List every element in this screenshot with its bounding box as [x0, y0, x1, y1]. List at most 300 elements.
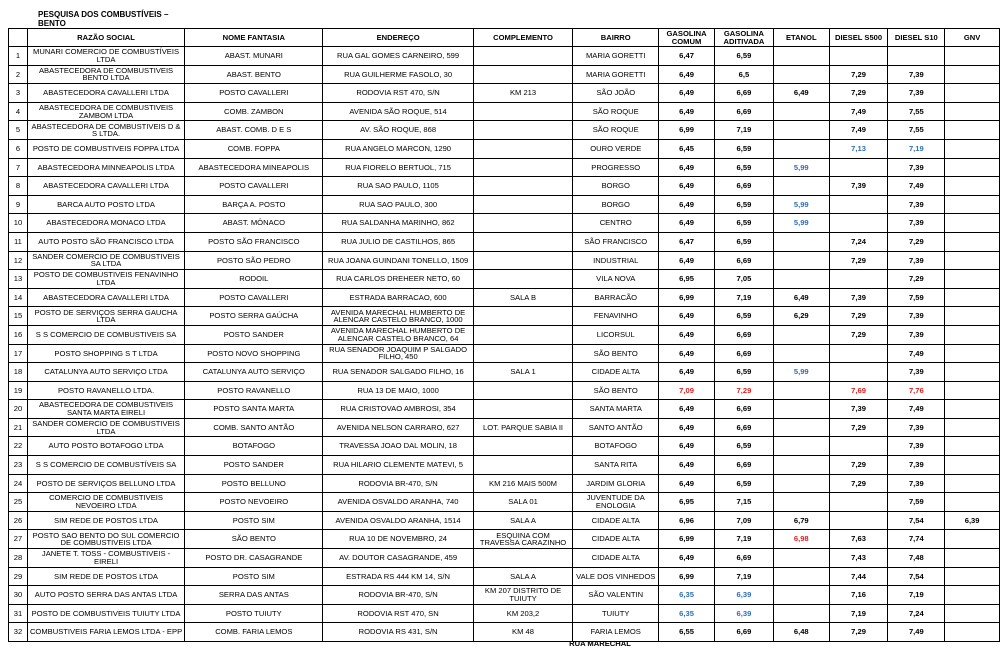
table-row: [9, 530, 1000, 549]
endereco-cell: RUA 10 DE NOVEMBRO, 24: [323, 530, 473, 549]
row-number-cell: 29: [9, 567, 28, 586]
gasolina-comum-cell: 6,49: [659, 549, 715, 568]
nome-fantasia-cell: COMB. SANTO ANTÃO: [185, 418, 323, 437]
endereco-cell: RUA GAL GOMES CARNEIRO, 599: [323, 47, 473, 66]
gasolina-comum-cell: 6,55: [659, 623, 715, 642]
diesel-s10-cell: 7,74: [888, 530, 945, 549]
etanol-cell: [773, 232, 829, 251]
header-cell: BAIRRO: [573, 29, 659, 47]
gasolina-comum-cell: 6,49: [659, 102, 715, 121]
table-row: [9, 623, 1000, 642]
gnv-cell: [945, 549, 1000, 568]
row-number-cell: 8: [9, 177, 28, 196]
row-number-cell: 32: [9, 623, 28, 642]
row-number-cell: 18: [9, 363, 28, 382]
gasolina-aditivada-cell: 7,19: [714, 288, 773, 307]
bairro-cell: SÃO ROQUE: [573, 102, 659, 121]
table-row: [9, 307, 1000, 326]
complemento-cell: [473, 400, 573, 419]
nome-fantasia-cell: ABASTECEDORA MINEAPOLIS: [185, 158, 323, 177]
complemento-cell: [473, 307, 573, 326]
bairro-cell: SÃO BENTO: [573, 344, 659, 363]
gnv-cell: [945, 493, 1000, 512]
gasolina-comum-cell: 6,49: [659, 251, 715, 270]
bairro-cell: MARIA GORETTI: [573, 47, 659, 66]
gnv-cell: [945, 623, 1000, 642]
nome-fantasia-cell: POSTO RAVANELLO: [185, 381, 323, 400]
gnv-cell: [945, 47, 1000, 66]
diesel-s500-cell: [829, 158, 888, 177]
diesel-s500-cell: 7,19: [829, 604, 888, 623]
diesel-s10-cell: 7,39: [888, 325, 945, 344]
etanol-cell: [773, 47, 829, 66]
row-number-cell: 1: [9, 47, 28, 66]
diesel-s10-cell: 7,55: [888, 102, 945, 121]
nome-fantasia-cell: POSTO NOVO SHOPPING: [185, 344, 323, 363]
etanol-cell: [773, 325, 829, 344]
row-number-cell: 3: [9, 84, 28, 103]
row-number-cell: 28: [9, 549, 28, 568]
row-number-cell: 12: [9, 251, 28, 270]
etanol-cell: 6,79: [773, 511, 829, 530]
diesel-s10-cell: 7,48: [888, 549, 945, 568]
gasolina-comum-cell: 6,49: [659, 456, 715, 475]
complemento-cell: KM 203,2: [473, 604, 573, 623]
row-number-cell: 23: [9, 456, 28, 475]
diesel-s10-cell: 7,39: [888, 195, 945, 214]
bairro-cell: SÃO FRANCISCO: [573, 232, 659, 251]
diesel-s10-cell: 7,19: [888, 139, 945, 158]
row-number-cell: 25: [9, 493, 28, 512]
row-number-cell: 11: [9, 232, 28, 251]
complemento-cell: [473, 456, 573, 475]
diesel-s500-cell: 7,29: [829, 84, 888, 103]
gasolina-aditivada-cell: 6,59: [714, 232, 773, 251]
etanol-cell: 6,98: [773, 530, 829, 549]
gasolina-aditivada-cell: 7,19: [714, 121, 773, 140]
gnv-cell: [945, 418, 1000, 437]
bairro-cell: FENAVINHO: [573, 307, 659, 326]
diesel-s10-cell: 7,29: [888, 270, 945, 289]
endereco-cell: AV. DOUTOR CASAGRANDE, 459: [323, 549, 473, 568]
endereco-cell: TRAVESSA JOAO DAL MOLIN, 18: [323, 437, 473, 456]
endereco-cell: AV. SÃO ROQUE, 868: [323, 121, 473, 140]
diesel-s500-cell: [829, 493, 888, 512]
gasolina-aditivada-cell: 6,69: [714, 251, 773, 270]
table-row: [9, 511, 1000, 530]
nome-fantasia-cell: CATALUNYA AUTO SERVIÇO: [185, 363, 323, 382]
table-row: [9, 232, 1000, 251]
diesel-s500-cell: 7,39: [829, 288, 888, 307]
bairro-cell: FARIA LEMOS: [573, 623, 659, 642]
table-row: [9, 400, 1000, 419]
header-cell: ENDEREÇO: [323, 29, 473, 47]
gasolina-comum-cell: 6,96: [659, 511, 715, 530]
gasolina-comum-cell: 6,49: [659, 195, 715, 214]
diesel-s10-cell: 7,39: [888, 214, 945, 233]
etanol-cell: 6,49: [773, 84, 829, 103]
etanol-cell: [773, 121, 829, 140]
gnv-cell: [945, 437, 1000, 456]
nome-fantasia-cell: POSTO SIM: [185, 567, 323, 586]
complemento-cell: KM 207 DISTRITO DE TUIUTY: [473, 586, 573, 605]
bairro-cell: SÃO BENTO: [573, 381, 659, 400]
bairro-cell: VILA NOVA: [573, 270, 659, 289]
gasolina-aditivada-cell: 6,69: [714, 623, 773, 642]
bairro-cell: BORGO: [573, 195, 659, 214]
diesel-s500-cell: [829, 511, 888, 530]
table-row: [9, 325, 1000, 344]
gasolina-aditivada-cell: 6,69: [714, 177, 773, 196]
bairro-cell: BORGO: [573, 177, 659, 196]
row-number-cell: 13: [9, 270, 28, 289]
gasolina-comum-cell: 6,49: [659, 65, 715, 84]
bairro-cell: INDUSTRIAL: [573, 251, 659, 270]
table-row: [9, 102, 1000, 121]
etanol-cell: [773, 139, 829, 158]
etanol-cell: [773, 604, 829, 623]
row-number-cell: 10: [9, 214, 28, 233]
diesel-s500-cell: 7,39: [829, 400, 888, 419]
diesel-s10-cell: 7,59: [888, 493, 945, 512]
endereco-cell: RUA SAO PAULO, 1105: [323, 177, 473, 196]
diesel-s500-cell: [829, 270, 888, 289]
document-title: PESQUISA DOS COMBUSTÍVEIS – BENTO: [38, 10, 169, 28]
complemento-cell: [473, 251, 573, 270]
nome-fantasia-cell: ABAST. MUNARI: [185, 47, 323, 66]
table-row: [9, 363, 1000, 382]
diesel-s10-cell: 7,49: [888, 344, 945, 363]
nome-fantasia-cell: POSTO SANDER: [185, 456, 323, 475]
diesel-s500-cell: 7,49: [829, 121, 888, 140]
endereco-cell: RODOVIA BR-470, S/N: [323, 586, 473, 605]
diesel-s500-cell: 7,29: [829, 456, 888, 475]
etanol-cell: [773, 381, 829, 400]
diesel-s10-cell: 7,59: [888, 288, 945, 307]
razao-social-cell: AUTO POSTO BOTAFOGO LTDA: [27, 437, 184, 456]
complemento-cell: [473, 65, 573, 84]
diesel-s500-cell: [829, 437, 888, 456]
gasolina-comum-cell: 6,35: [659, 604, 715, 623]
diesel-s10-cell: 7,39: [888, 251, 945, 270]
gasolina-comum-cell: 6,99: [659, 288, 715, 307]
bairro-cell: SANTO ANTÃO: [573, 418, 659, 437]
etanol-cell: 6,49: [773, 288, 829, 307]
etanol-cell: [773, 177, 829, 196]
gasolina-aditivada-cell: 7,19: [714, 567, 773, 586]
gasolina-aditivada-cell: 6,59: [714, 158, 773, 177]
row-number-cell: 27: [9, 530, 28, 549]
complemento-cell: [473, 344, 573, 363]
diesel-s500-cell: [829, 47, 888, 66]
razao-social-cell: AUTO POSTO SÃO FRANCISCO LTDA: [27, 232, 184, 251]
diesel-s500-cell: 7,63: [829, 530, 888, 549]
endereco-cell: AVENIDA OSVALDO ARANHA, 740: [323, 493, 473, 512]
bairro-cell: CIDADE ALTA: [573, 530, 659, 549]
header-cell: GASOLINA COMUM: [659, 29, 715, 47]
razao-social-cell: COMBUSTIVEIS FARIA LEMOS LTDA - EPP: [27, 623, 184, 642]
header-cell: [9, 29, 28, 47]
complemento-cell: [473, 437, 573, 456]
diesel-s500-cell: [829, 363, 888, 382]
bairro-cell: SÃO VALENTIN: [573, 586, 659, 605]
etanol-cell: [773, 270, 829, 289]
razao-social-cell: SANDER COMERCIO DE COMBUSTIVEIS SA LTDA: [27, 251, 184, 270]
row-number-cell: 31: [9, 604, 28, 623]
diesel-s500-cell: 7,43: [829, 549, 888, 568]
row-number-cell: 7: [9, 158, 28, 177]
endereco-cell: ESTRADA BARRACAO, 600: [323, 288, 473, 307]
table-row: [9, 586, 1000, 605]
nome-fantasia-cell: POSTO CAVALLERI: [185, 84, 323, 103]
gasolina-aditivada-cell: 6,59: [714, 363, 773, 382]
nome-fantasia-cell: POSTO CAVALLERI: [185, 288, 323, 307]
nome-fantasia-cell: ABAST. MÔNACO: [185, 214, 323, 233]
table-row: [9, 65, 1000, 84]
table-row: [9, 474, 1000, 493]
endereco-cell: AVENIDA MARECHAL HUMBERTO DE ALENCAR CASTELO BRANCO, 64: [323, 325, 473, 344]
gnv-cell: [945, 270, 1000, 289]
header-cell: DIESEL S10: [888, 29, 945, 47]
bairro-cell: LICORSUL: [573, 325, 659, 344]
diesel-s10-cell: 7,39: [888, 363, 945, 382]
gasolina-comum-cell: 6,49: [659, 418, 715, 437]
diesel-s10-cell: 7,54: [888, 567, 945, 586]
gnv-cell: [945, 456, 1000, 475]
razao-social-cell: CATALUNYA AUTO SERVIÇO LTDA: [27, 363, 184, 382]
table-row: [9, 158, 1000, 177]
bairro-cell: CIDADE ALTA: [573, 511, 659, 530]
diesel-s500-cell: 7,69: [829, 381, 888, 400]
gnv-cell: [945, 344, 1000, 363]
partial-next-row: RUA MARECHAL: [569, 639, 631, 648]
row-number-cell: 19: [9, 381, 28, 400]
bairro-cell: MARIA GORETTI: [573, 65, 659, 84]
gasolina-comum-cell: 6,49: [659, 158, 715, 177]
gasolina-comum-cell: 6,45: [659, 139, 715, 158]
diesel-s10-cell: 7,39: [888, 456, 945, 475]
row-number-cell: 5: [9, 121, 28, 140]
diesel-s10-cell: 7,39: [888, 418, 945, 437]
row-number-cell: 14: [9, 288, 28, 307]
gnv-cell: 6,39: [945, 511, 1000, 530]
header-cell: NOME FANTASIA: [185, 29, 323, 47]
complemento-cell: [473, 214, 573, 233]
nome-fantasia-cell: ABAST. BENTO: [185, 65, 323, 84]
endereco-cell: RUA 13 DE MAIO, 1000: [323, 381, 473, 400]
diesel-s500-cell: 7,39: [829, 177, 888, 196]
gasolina-aditivada-cell: 6,59: [714, 214, 773, 233]
complemento-cell: [473, 102, 573, 121]
etanol-cell: [773, 567, 829, 586]
diesel-s500-cell: 7,29: [829, 623, 888, 642]
diesel-s10-cell: 7,54: [888, 511, 945, 530]
diesel-s500-cell: 7,29: [829, 65, 888, 84]
bairro-cell: SANTA MARTA: [573, 400, 659, 419]
complemento-cell: SALA A: [473, 511, 573, 530]
gasolina-aditivada-cell: 6,5: [714, 65, 773, 84]
etanol-cell: [773, 418, 829, 437]
table-row: [9, 493, 1000, 512]
gasolina-aditivada-cell: 6,69: [714, 549, 773, 568]
endereco-cell: ESTRADA RS 444 KM 14, S/N: [323, 567, 473, 586]
table-row: [9, 604, 1000, 623]
bairro-cell: TUIUTY: [573, 604, 659, 623]
gasolina-aditivada-cell: 7,29: [714, 381, 773, 400]
endereco-cell: AVENIDA NELSON CARRARO, 627: [323, 418, 473, 437]
nome-fantasia-cell: POSTO SÃO FRANCISCO: [185, 232, 323, 251]
endereco-cell: RUA SALDANHA MARINHO, 862: [323, 214, 473, 233]
complemento-cell: KM 213: [473, 84, 573, 103]
bairro-cell: CENTRO: [573, 214, 659, 233]
gasolina-comum-cell: 6,49: [659, 214, 715, 233]
diesel-s500-cell: [829, 214, 888, 233]
etanol-cell: [773, 344, 829, 363]
row-number-cell: 26: [9, 511, 28, 530]
endereco-cell: RUA GUILHERME FASOLO, 30: [323, 65, 473, 84]
endereco-cell: RUA FIORELO BERTUOL, 715: [323, 158, 473, 177]
gnv-cell: [945, 121, 1000, 140]
endereco-cell: RODOVIA BR-470, S/N: [323, 474, 473, 493]
diesel-s10-cell: 7,39: [888, 437, 945, 456]
razao-social-cell: JANETE T. TOSS - COMBUSTIVEIS - EIRELI: [27, 549, 184, 568]
bairro-cell: BOTAFOGO: [573, 437, 659, 456]
endereco-cell: RUA CARLOS DREHEER NETO, 60: [323, 270, 473, 289]
gasolina-comum-cell: 6,95: [659, 270, 715, 289]
diesel-s10-cell: 7,49: [888, 177, 945, 196]
gasolina-aditivada-cell: 7,15: [714, 493, 773, 512]
diesel-s500-cell: 7,29: [829, 325, 888, 344]
table-row: [9, 288, 1000, 307]
nome-fantasia-cell: COMB. FARIA LEMOS: [185, 623, 323, 642]
table-row: [9, 567, 1000, 586]
nome-fantasia-cell: POSTO SÃO PEDRO: [185, 251, 323, 270]
complemento-cell: [473, 177, 573, 196]
gnv-cell: [945, 65, 1000, 84]
endereco-cell: RUA JULIO DE CASTILHOS, 865: [323, 232, 473, 251]
gasolina-aditivada-cell: 6,69: [714, 84, 773, 103]
etanol-cell: 5,99: [773, 158, 829, 177]
endereco-cell: RODOVIA RST 470, SN: [323, 604, 473, 623]
razao-social-cell: ABASTECEDORA CAVALLERI LTDA: [27, 177, 184, 196]
complemento-cell: [473, 232, 573, 251]
razao-social-cell: POSTO RAVANELLO LTDA.: [27, 381, 184, 400]
complemento-cell: [473, 195, 573, 214]
nome-fantasia-cell: POSTO DR. CASAGRANDE: [185, 549, 323, 568]
complemento-cell: [473, 381, 573, 400]
nome-fantasia-cell: POSTO SANTA MARTA: [185, 400, 323, 419]
razao-social-cell: POSTO DE COMBUSTIVEIS FOPPA LTDA: [27, 139, 184, 158]
gnv-cell: [945, 567, 1000, 586]
nome-fantasia-cell: SERRA DAS ANTAS: [185, 586, 323, 605]
nome-fantasia-cell: COMB. FOPPA: [185, 139, 323, 158]
gnv-cell: [945, 530, 1000, 549]
diesel-s10-cell: 7,29: [888, 232, 945, 251]
diesel-s500-cell: 7,29: [829, 418, 888, 437]
etanol-cell: 6,48: [773, 623, 829, 642]
gnv-cell: [945, 177, 1000, 196]
table-row: [9, 381, 1000, 400]
gasolina-aditivada-cell: 6,69: [714, 325, 773, 344]
etanol-cell: [773, 586, 829, 605]
diesel-s10-cell: 7,39: [888, 307, 945, 326]
bairro-cell: JUVENTUDE DA ENOLOGIA: [573, 493, 659, 512]
razao-social-cell: S S COMERCIO DE COMBUSTIVEIS SA: [27, 325, 184, 344]
table-body: [9, 47, 1000, 642]
gnv-cell: [945, 363, 1000, 382]
razao-social-cell: ABASTECEDORA DE COMBUSTIVEIS D & S LTDA.: [27, 121, 184, 140]
bairro-cell: JARDIM GLORIA: [573, 474, 659, 493]
bairro-cell: SANTA RITA: [573, 456, 659, 475]
table-row: [9, 84, 1000, 103]
gasolina-aditivada-cell: 6,39: [714, 604, 773, 623]
razao-social-cell: POSTO DE COMBUSTIVEIS FENAVINHO LTDA: [27, 270, 184, 289]
table-row: [9, 139, 1000, 158]
etanol-cell: 5,99: [773, 214, 829, 233]
gasolina-comum-cell: 6,49: [659, 84, 715, 103]
bairro-cell: CIDADE ALTA: [573, 549, 659, 568]
diesel-s10-cell: 7,76: [888, 381, 945, 400]
diesel-s10-cell: 7,49: [888, 623, 945, 642]
endereco-cell: RUA SENADOR JOAQUIM P SALGADO FILHO, 450: [323, 344, 473, 363]
complemento-cell: [473, 158, 573, 177]
complemento-cell: [473, 549, 573, 568]
header-cell: ETANOL: [773, 29, 829, 47]
diesel-s10-cell: 7,39: [888, 65, 945, 84]
gnv-cell: [945, 474, 1000, 493]
endereco-cell: AVENIDA SÃO ROQUE, 514: [323, 102, 473, 121]
gasolina-aditivada-cell: 6,59: [714, 437, 773, 456]
endereco-cell: RODOVIA RST 470, S/N: [323, 84, 473, 103]
nome-fantasia-cell: POSTO SANDER: [185, 325, 323, 344]
nome-fantasia-cell: COMB. ZAMBON: [185, 102, 323, 121]
gasolina-comum-cell: 6,49: [659, 363, 715, 382]
razao-social-cell: COMERCIO DE COMBUSTIVEIS NEVOEIRO LTDA: [27, 493, 184, 512]
table-row: [9, 549, 1000, 568]
gasolina-comum-cell: 6,95: [659, 493, 715, 512]
table-row: [9, 195, 1000, 214]
gasolina-comum-cell: 6,99: [659, 530, 715, 549]
gasolina-comum-cell: 6,47: [659, 232, 715, 251]
complemento-cell: LOT. PARQUE SABIA II: [473, 418, 573, 437]
complemento-cell: [473, 139, 573, 158]
table-row: [9, 121, 1000, 140]
gasolina-comum-cell: 6,49: [659, 344, 715, 363]
header-cell: DIESEL S500: [829, 29, 888, 47]
complemento-cell: ESQUINA COM TRAVESSA CARAZINHO: [473, 530, 573, 549]
razao-social-cell: POSTO SAO BENTO DO SUL COMERCIO DE COMBUSTIVEIS LTDA: [27, 530, 184, 549]
endereco-cell: RUA JOANA GUINDANI TONELLO, 1509: [323, 251, 473, 270]
nome-fantasia-cell: ABAST. COMB. D E S: [185, 121, 323, 140]
nome-fantasia-cell: POSTO NEVOEIRO: [185, 493, 323, 512]
razao-social-cell: POSTO DE COMBUSTIVEIS TUIUTY LTDA: [27, 604, 184, 623]
complemento-cell: [473, 121, 573, 140]
gasolina-comum-cell: 6,49: [659, 177, 715, 196]
etanol-cell: [773, 400, 829, 419]
diesel-s10-cell: 7,19: [888, 586, 945, 605]
row-number-cell: 2: [9, 65, 28, 84]
diesel-s500-cell: 7,29: [829, 307, 888, 326]
header-row: [9, 29, 1000, 47]
etanol-cell: [773, 102, 829, 121]
diesel-s500-cell: 7,49: [829, 102, 888, 121]
fuel-price-table: [8, 28, 1000, 642]
gnv-cell: [945, 251, 1000, 270]
diesel-s10-cell: 7,39: [888, 158, 945, 177]
bairro-cell: OURO VERDE: [573, 139, 659, 158]
row-number-cell: 9: [9, 195, 28, 214]
nome-fantasia-cell: BARÇA A. POSTO: [185, 195, 323, 214]
